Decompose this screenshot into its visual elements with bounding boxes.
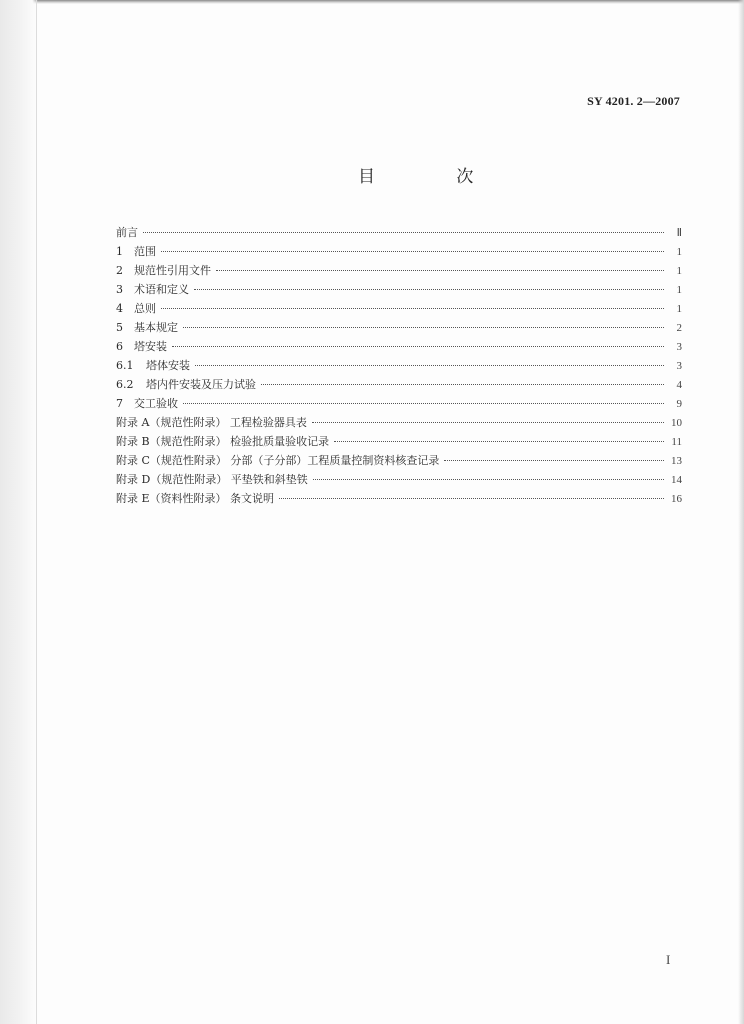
scan-right-edge (738, 0, 744, 1024)
toc-entry-tower-installation[interactable] (116, 337, 682, 356)
toc-entry-page: 4 (676, 379, 682, 391)
toc-entry-label: 规范性引用文件 (134, 264, 211, 277)
toc-entry-number: 3 (116, 283, 123, 296)
toc-entry-number: 7 (116, 397, 123, 410)
standard-number: SY 4201. 2—2007 (587, 94, 680, 108)
toc-entry-page: Ⅱ (676, 227, 682, 239)
toc-entry-appendix-e[interactable] (116, 489, 682, 508)
dot-leader (183, 403, 664, 404)
dot-leader (194, 289, 664, 290)
dot-leader (183, 327, 664, 328)
toc-entry-page: 1 (676, 246, 682, 258)
toc-entry-internals-pressure-test[interactable] (116, 375, 682, 394)
toc-entry-page: 1 (676, 265, 682, 277)
dot-leader (216, 270, 664, 271)
page-folio: I (666, 952, 671, 967)
toc-entry-label: 塔内件安装及压力试验 (146, 378, 256, 391)
toc-entry-page: 13 (671, 455, 682, 467)
toc-entry-basic-requirements[interactable] (116, 318, 682, 337)
toc-entry-page: 11 (671, 436, 682, 448)
toc-entry-page: 1 (676, 284, 682, 296)
page-fold-line (36, 0, 37, 1024)
toc-entry-label: 附录 C（规范性附录） 分部（子分部）工程质量控制资料核查记录 (116, 454, 440, 467)
toc-entry-number: 6.1 (116, 359, 134, 372)
toc-entry-label: 范围 (134, 245, 156, 258)
toc-entry-label: 附录 E（资料性附录） 条文说明 (116, 492, 275, 505)
toc-entry-label: 总则 (134, 302, 156, 315)
toc-entry-number: 6 (116, 340, 123, 353)
toc-entry-label: 塔体安装 (146, 359, 190, 372)
toc-entry-number: 6.2 (116, 378, 134, 391)
toc-entry-normative-references[interactable] (116, 261, 682, 280)
toc-entry-label: 附录 D（规范性附录） 平垫铁和斜垫铁 (116, 473, 308, 486)
toc-entry-page: 9 (676, 398, 682, 410)
toc-entry-appendix-b[interactable] (116, 432, 682, 451)
toc-entry-label: 塔安装 (134, 340, 167, 353)
toc-entry-label: 附录 B（规范性附录） 检验批质量验收记录 (116, 435, 330, 448)
toc-entry-label: 术语和定义 (134, 283, 189, 296)
toc-entry-label: 基本规定 (134, 321, 178, 334)
toc-entry-number: 4 (116, 302, 123, 315)
scan-binding-shadow (0, 0, 38, 1024)
toc-entry-tower-body-installation[interactable] (116, 356, 682, 375)
toc-entry-label: 前言 (116, 226, 138, 239)
toc-entry-scope[interactable] (116, 242, 682, 261)
dot-leader (143, 232, 664, 233)
table-of-contents (116, 223, 682, 508)
toc-entry-number: 1 (116, 245, 123, 258)
scan-top-edge (0, 0, 744, 4)
toc-entry-page: 3 (676, 360, 682, 372)
dot-leader (172, 346, 664, 347)
toc-entry-foreword[interactable] (116, 223, 682, 242)
toc-entry-label: 交工验收 (134, 397, 178, 410)
toc-entry-page: 3 (676, 341, 682, 353)
dot-leader (261, 384, 664, 385)
toc-entry-page: 16 (671, 493, 682, 505)
toc-entry-number: 5 (116, 321, 123, 334)
toc-entry-label: 附录 A（规范性附录） 工程检验器具表 (116, 416, 307, 429)
dot-leader (444, 460, 664, 461)
toc-entry-number: 2 (116, 264, 123, 277)
dot-leader (195, 365, 664, 366)
toc-entry-appendix-d[interactable] (116, 470, 682, 489)
toc-entry-terms-definitions[interactable] (116, 280, 682, 299)
toc-entry-page: 2 (676, 322, 682, 334)
toc-title: 目 次 (358, 167, 512, 187)
dot-leader (313, 479, 664, 480)
dot-leader (161, 308, 664, 309)
toc-entry-page: 10 (671, 417, 682, 429)
toc-entry-page: 1 (676, 303, 682, 315)
toc-entry-appendix-a[interactable] (116, 413, 682, 432)
dot-leader (334, 441, 664, 442)
dot-leader (161, 251, 664, 252)
toc-entry-acceptance[interactable] (116, 394, 682, 413)
toc-entry-page: 14 (671, 474, 682, 486)
dot-leader (279, 498, 664, 499)
toc-entry-general[interactable] (116, 299, 682, 318)
dot-leader (312, 422, 664, 423)
toc-entry-appendix-c[interactable] (116, 451, 682, 470)
